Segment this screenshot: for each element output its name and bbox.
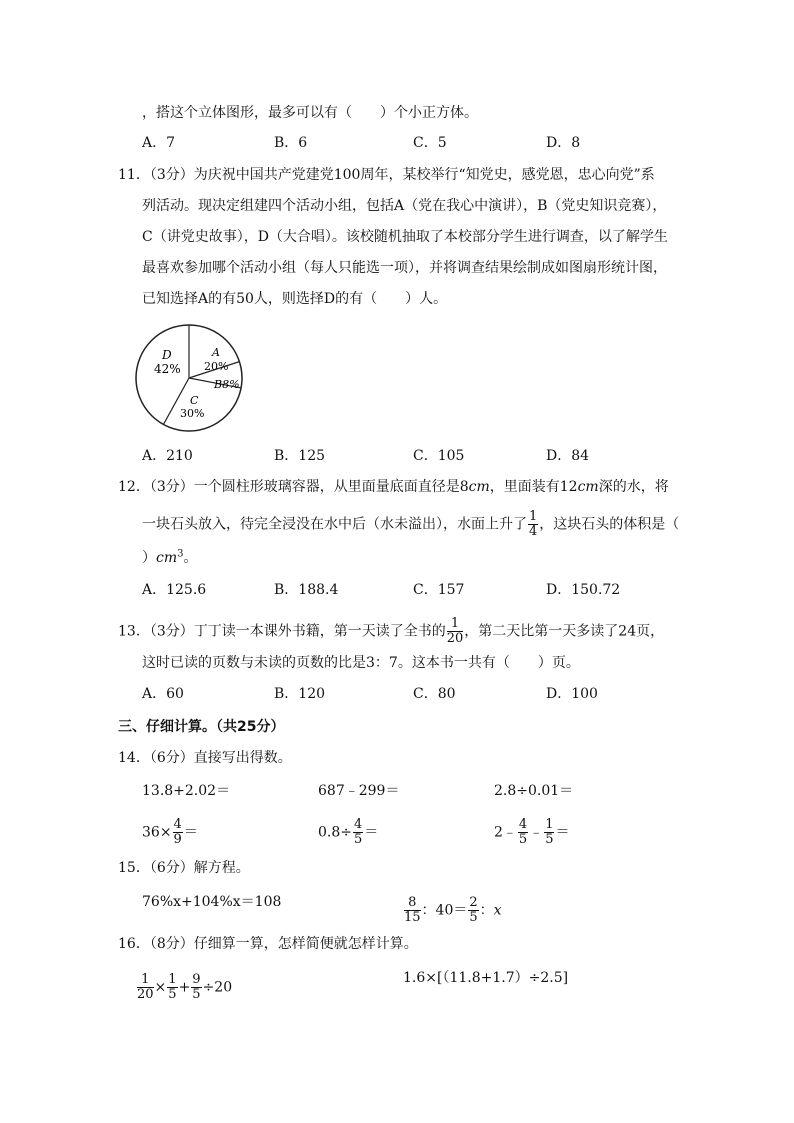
q13-option-c: C．80 (413, 686, 456, 702)
q10-option-b: B．6 (274, 135, 308, 151)
q11-option-b: B．125 (274, 448, 326, 464)
q12-line3: ）$cm^3$。 (142, 548, 198, 566)
q14-expr-5: 0.8÷ $\frac{4}{5}$ ＝ (318, 817, 379, 847)
q10-option-c: C．5 (413, 135, 447, 151)
q11-line5: 已知选择A的有50人，则选择D的有（ ）人。 (142, 291, 448, 307)
q12-line1: 12．（3分）一个圆柱形玻璃容器，从里面量底面直径是8cm，里面装有12cm深的水，将 (118, 479, 669, 495)
q15-equation-1: 76%x+104%x＝108 (142, 894, 282, 910)
q14-expr-1: 13.8+2.02＝ (142, 783, 231, 799)
q13-option-b: B．120 (274, 686, 326, 702)
q11-line1: 11．（3分）为庆祝中国共产党建党100周年，某校举行“知党史，感党恩，忠心向党”系 (118, 167, 655, 183)
fraction: $\frac{1}{20}$ (446, 616, 464, 646)
q14-expr-2: 687﹣299＝ (318, 783, 400, 799)
q14-expr-3: 2.8÷0.01＝ (494, 783, 574, 799)
pie-label-d-pct: 42% (154, 362, 181, 376)
q12-option-d: D．150.72 (546, 582, 621, 598)
q12-line2: 一块石头放入，待完全浸没在水中后（水未溢出），水面上升了 $\frac{1}{4}$ ，这块石头的体积是（ (142, 509, 680, 539)
q11-option-d: D．84 (546, 448, 590, 464)
q11-option-a: A．210 (142, 448, 193, 464)
q14-expr-6: 2﹣ $\frac{4}{5}$ ﹣ $\frac{1}{5}$ ＝ (494, 817, 570, 847)
pie-chart (132, 322, 262, 432)
q14-title: 14．（6分）直接写出得数。 (118, 750, 292, 766)
pie-label-a-name: A (212, 346, 220, 359)
q10-option-a: A．7 (142, 135, 176, 151)
pie-label-b: B8% (214, 378, 240, 391)
q11-option-c: C．105 (413, 448, 465, 464)
q16-expr-2: 1.6×[（11.8+1.7）÷2.5] (403, 970, 569, 986)
pie-label-a-pct: 20% (204, 360, 229, 373)
q13-option-d: D．100 (546, 686, 598, 702)
section-title: 三、仔细计算。（共25分） (118, 719, 285, 735)
q13-line1: 13．（3分）丁丁读一本课外书籍，第一天读了全书的 $\frac{1}{20}$ ，第二天比第一天多读了24页， (118, 616, 665, 646)
q14-expr-4: 36× $\frac{4}{9}$ ＝ (142, 817, 198, 847)
pie-label-c-pct: 30% (180, 407, 205, 420)
q12-option-c: C．157 (413, 582, 465, 598)
q11-line3: C（讲党史故事），D（大合唱）。该校随机抽取了本校部分学生进行调查，以了解学生 (142, 229, 668, 245)
q13-line2: 这时已读的页数与未读的页数的比是3：7。这本书一共有（ ）页。 (142, 655, 580, 671)
fraction: $\frac{1}{4}$ (529, 509, 538, 539)
q15-title: 15．（6分）解方程。 (118, 860, 250, 876)
q15-equation-2: $\frac{8}{15}$ ：40＝ $\frac{2}{5}$ ：x (404, 895, 502, 925)
pie-label-c-name: C (190, 394, 199, 407)
q10-text: ，搭这个立体图形，最多可以有（ ）个小正方体。 (142, 105, 478, 121)
pie-label-d-name: D (162, 348, 172, 362)
q12-option-b: B．188.4 (274, 582, 339, 598)
q11-line4: 最喜欢参加哪个活动小组（每人只能选一项），并将调查结果绘制成如图扇形统计图， (142, 260, 667, 276)
q10-option-d: D．8 (546, 135, 581, 151)
q16-title: 16．（8分）仔细算一算，怎样简便就怎样计算。 (118, 936, 418, 952)
q11-line2: 列活动。现决定组建四个活动小组，包括A（党在我心中演讲），B（党史知识竞赛）， (142, 198, 667, 214)
q12-option-a: A．125.6 (142, 582, 207, 598)
q16-expr-1: $\frac{1}{20}$ × $\frac{1}{5}$ + $\frac{9}{5}$ ÷20 (137, 972, 233, 1002)
q13-option-a: A．60 (142, 686, 184, 702)
